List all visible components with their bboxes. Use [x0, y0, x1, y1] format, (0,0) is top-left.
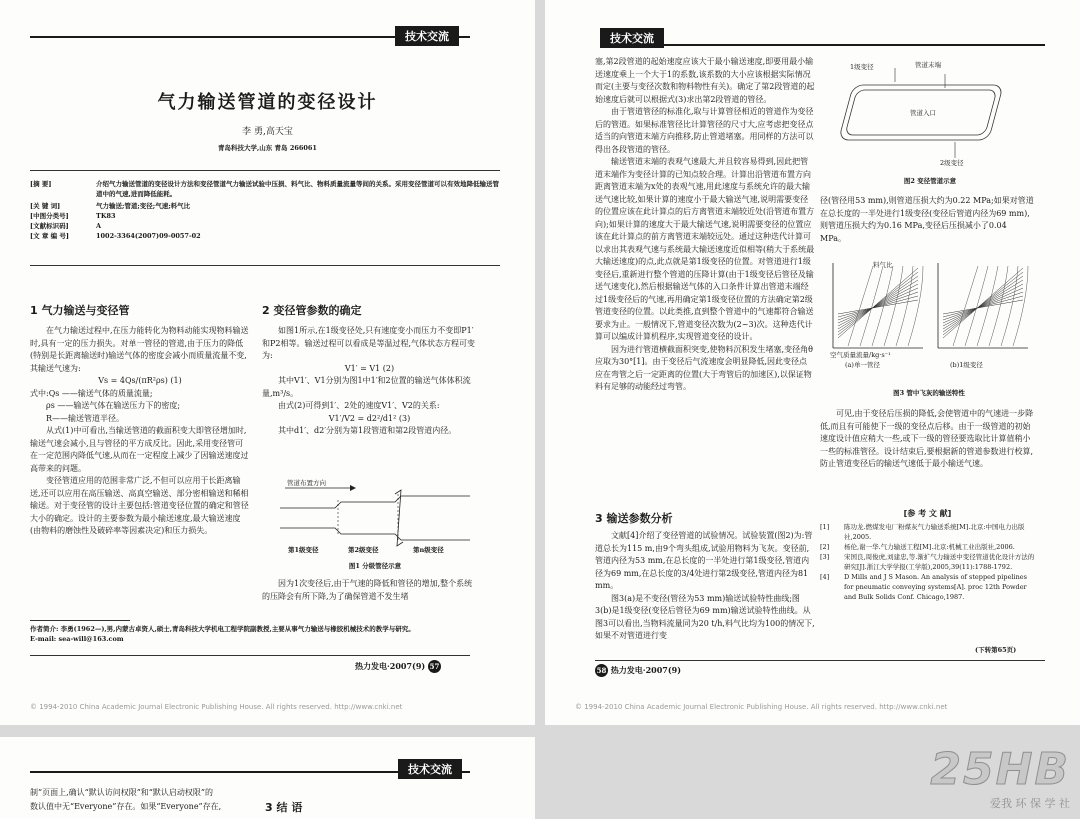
page-number: 58 [596, 666, 607, 675]
abstract-block [30, 170, 500, 266]
class-value: TK83 [96, 212, 116, 220]
fig2-label-end: 管道末端 [915, 61, 941, 69]
characteristic-curve [838, 268, 918, 338]
fig3-sub-a: (a)单一管径 [845, 361, 880, 369]
characteristic-curve [838, 300, 918, 314]
paragraph: 如图1所示,在1级变径处,只有速度变小而压力不变即P1′和P2相等。输送过程可以看成是等温过程,气体状态方程可变为: [262, 326, 476, 360]
subplot-a [833, 263, 923, 348]
right-column [262, 325, 477, 438]
ratio-curve [989, 266, 1008, 346]
page-footer [595, 664, 681, 677]
fig2-label-stage2: 2级变径 [940, 159, 964, 167]
paragraph: 塞,第2段管道的起始速度应该大于最小输送速度,即要用最小输送速度乘上一个大于1的系数,该系数的大小应该根据实际情况而定(主要与变径次数和物料物性有关)。确定了第2段管道的起始速度后就可以根据式(3)求出第2段管道的管径。 [595, 57, 815, 104]
watermark-logo: 25HB [930, 744, 1070, 795]
section-1-heading: 1 气力输送与变径管 [30, 304, 130, 317]
references-list [820, 522, 1035, 602]
email-key: E-mail: [30, 635, 57, 643]
paragraph: 变径管道应用的范围非常广泛,不但可以应用于长距离输送,还可以应用在高压输送、高真空输送、部分密相输送和稀相输送。对于变径管的设计主要包括:管道变径位置的确定和管径大小的确定。设计的主要参数为最小输送速度,最大输送速度(由物料的磨蚀性及破碎率等因素决定)和压力损失。 [30, 476, 249, 535]
copyright-line: © 1994-2010 China Academic Journal Electronic Publishing House. All rights reserved. http://www.cnki.net [575, 703, 948, 711]
page-footer [355, 660, 441, 673]
section-tag: 技术交流 [600, 28, 664, 48]
characteristic-curve [838, 296, 918, 317]
characteristic-curve [838, 288, 918, 323]
paragraph: 制”页面上,确认“默认访问权限”和“默认启动权限”的 [30, 788, 213, 797]
article-no-key: [文 章 编 号] [30, 232, 69, 240]
characteristic-curve [943, 296, 1023, 317]
section-3-heading: 3 输送参数分析 [595, 512, 673, 525]
ratio-curve [848, 266, 873, 346]
paragraph: 图3(a)是不变径(管径为53 mm)输送试验特性曲线;图3(b)是1级变径(变径后管径为69 mm)输送试验特性曲线。从图3可以看出,当物料流量同为20 t/h,料气比均为100的情况下,如果不对管道进行变 [595, 593, 815, 640]
footer-rule [30, 655, 470, 656]
paragraph: 可见,由于变径后压损的降低,会使管道中的气速进一步降低,而且有可能使下一级的变径点后移。由于一级管道的初始速度设计值应稍大一些,或下一级的管径要选取比计算值稍小一些的标准管径。设计结束后,要根据新的管道参数进行校算,防止管道变径后的输送气速低于最小输送气速。 [820, 409, 1034, 468]
author-note-text: 李勇(1962—),男,内蒙古卓资人,硕士,青岛科技大学机电工程学院副教授,主要从事气力输送与橡胶机械技术的教学与研究。 [60, 625, 415, 633]
characteristic-curve [943, 300, 1023, 314]
header-rule [600, 44, 1045, 46]
characteristic-curve [943, 288, 1023, 323]
left-column [595, 56, 815, 394]
fig3-xlabel: 空气质量流量/kg·s⁻¹ [830, 351, 891, 359]
paragraph: 从式(1)中可看出,当输送管道的截面积变大即管径增加时,输送气速会减小,且与管径的平方成反比。因此,采用变径管可在一定范围内降低气速,从而在一定程度上减少了因输送速度过高带来的问题。 [30, 426, 249, 473]
paragraph: 输送管道末端的表观气速最大,并且较容易得到,因此把管道末端作为变径计算的已知点较合理。计算出沿管道布置方向距离管道末端为x处的表观气速,用此速度与系统允许的最大输送气速比较,如果计算的速度小于最大输送气速,说明需要变径的位置应该在此计算点的后方离管道末端较近处(沿管道布置方向);如果计算的速度大于最大输送气速,说明需要变径的位置应该在此计算点的前方离管道末端较远处。通过这种迭代计算可以求出其表观气速与系统最大输送速度近似相等(稍大于系统最大输送速度)的点,此点就是第1级变径的位置。对管道进行1级变径后,重新进行整个管道的压降计算(由于1级变径后管径及输送气速变化),然后根据输送气体的入口条件计算出管道末端经过1级变径后的气速,再用确定第1级变径位置的方法确定第2级管道变径的位置。以此类推,直到整个管道中的气速都符合输送要求为止。一般情况下,管道变径次数为(2~3)次。这种迭代计算可以编成计算机程序,实现管道变径的设计。 [595, 157, 815, 341]
pipe-bottom-wall [280, 528, 470, 540]
footer-rule [595, 660, 1045, 661]
equation-2: V1′ = V1 (2) [344, 363, 395, 373]
paragraph: 其中d1′、d2′分别为第1段管道和第2段管道内径。 [278, 426, 457, 435]
continued-note: (下转第65页) [975, 646, 1017, 654]
characteristic-curve [943, 268, 1023, 338]
section-tag: 技术交流 [398, 759, 462, 779]
section-tag: 技术交流 [395, 26, 459, 46]
keywords-text: 气力输送;管道;变径;气速;料气比 [96, 202, 191, 210]
page-57 [0, 0, 535, 725]
characteristic-curve [838, 292, 918, 320]
paragraph: 文献[4]介绍了变径管道的试验情况。试验装置(图2)为:管道总长为115 m,由9个弯头组成,试验用物料为飞灰。变径前,管道内径为53 mm,在总长度的一半处进行第1级变径,管道内径为69 mm,在总长度的3/4处进行第2级变径,管道内径为81 mm。 [595, 531, 813, 590]
ratio-curve [884, 266, 903, 346]
paragraph: 由式(2)可得到1′、2处的速度V1′、V2的关系: [278, 401, 440, 410]
fig1-direction-label: 管道布置方向 [287, 479, 326, 487]
equation-3: V1′/V2 = d2²/d1² (3) [328, 413, 411, 423]
equation-1: Vs = 4Qs/(πR²ρs) (1) [98, 376, 182, 385]
watermark-subtitle: 爱我 环 保 学 社 [990, 797, 1070, 810]
where-line: ρs ——输送气体在输送压力下的密度; [46, 401, 181, 410]
where-line: R——输送管道半径。 [46, 413, 125, 423]
section-heading: 3 结 语 [265, 801, 303, 814]
characteristic-curve [838, 284, 918, 326]
figure-2-caption: 图2 变径管道示意 [903, 177, 957, 185]
site-watermark [930, 744, 1070, 811]
fig1-label-1: 第1级变径 [288, 546, 319, 554]
paper-title: 气力输送管道的变径设计 [157, 92, 378, 113]
ratio-curve [953, 266, 978, 346]
characteristic-curve [943, 280, 1023, 329]
reference-item: [2] 杨伦,谢一华.气力输送工程[M].北京:机械工业出版社,2006. [820, 543, 1015, 551]
article-no-value: 1002-3364(2007)09-0057-02 [96, 232, 201, 240]
email-value: sea-will@163.com [58, 635, 124, 643]
copyright-line: © 1994-2010 China Academic Journal Electronic Publishing House. All rights reserved. http://www.cnki.net [30, 703, 403, 711]
class-key: [中图分类号] [30, 212, 69, 220]
abstract-key: [摘 要] [30, 180, 52, 188]
footnote-rule [30, 620, 130, 621]
reference-item: [3] 宋国良,周俊虎,刘建忠,等.渐扩气力输送中变径管道优化设计方法的研究[J].浙江大学学报(工学版),2005,39(11):1788-1792. [820, 553, 1035, 571]
reference-item: [4] D Mills and J S Mason. An analysis of stepped pipelines for pneumatic conveying systems[A]. proc 12th Powder and Bulk Solids Conf. Chicago,1987. [820, 573, 1027, 601]
paragraph: 由于管道管径的标准化,取与计算管径相近的管道作为变径后的管道。如果标准管径比计算管径的尺寸大,应考虑把变径点适当的向管道末端方向推移,防止管道堵塞。用同样的方法可以得出各段管道的管径。 [595, 107, 814, 154]
left-column [30, 325, 250, 538]
paragraph: 在气力输送过程中,在压力能转化为物料动能实现物料输送时,具有一定的压力损失。对单一管径的管道,由于压力的降低(特别是长距离输送时)输送气体的密度会减小而质量流量不变,其输送气速为: [30, 326, 249, 373]
authors: 李 勇,高天宝 [242, 127, 293, 137]
doccode-key: [文献标识码] [30, 222, 69, 230]
paragraph: 其中V1′、V1分别为图1中1′和2位置的输送气体体积流量,m³/s。 [262, 376, 471, 398]
journal-issue: 热力发电·2007(9) [610, 665, 681, 675]
author-note [30, 624, 480, 634]
where-line: 式中:Qs ——输送气体的质量流量; [30, 388, 153, 398]
reference-item: [1] 陈功龙.燃煤发电厂粉煤灰气力输送系统[M].北京:中国电力出版社,2005. [820, 523, 1025, 541]
fig3-sub-b: (b)1级变径 [950, 361, 983, 369]
references-heading: [参 考 文 献] [903, 509, 952, 518]
page-partial [0, 737, 535, 819]
fig3-ylabel: 料气比 [873, 261, 893, 269]
figure-3-caption: 图3 管中飞灰的输送特性 [893, 389, 965, 397]
page-58 [545, 0, 1080, 725]
subplot-b [938, 263, 1028, 348]
flow-arrowhead [350, 485, 356, 491]
doccode-value: A [96, 222, 102, 230]
section-2-heading: 2 变径管参数的确定 [262, 304, 362, 317]
author-note-key: 作者简介: [30, 625, 59, 633]
fig2-label-stage1: 1级变径 [850, 63, 874, 71]
fig2-label-inlet: 管道入口 [910, 109, 936, 117]
paragraph: 数认值中无“Everyone”存在。如果“Everyone”存在, [30, 802, 222, 811]
page-number: 57 [429, 662, 440, 671]
paragraph: 因为进行管道横截面积突变,使物料沉积发生堵塞,变径角θ应取为30°[1]。由于变径后气流速度会明显降低,因此变径点应在弯管之后一定距离的位置(大于弯管后的加速区),以保证物料有足够的动能经过弯管。 [595, 344, 813, 391]
pipe-top-wall [280, 496, 470, 508]
abstract-text: 介绍气力输送管道的变径设计方法和变径管道气力输送试验中压损、料气比、物料质量流量等间的关系。采用变径管道可以有效地降低输送管道中的气速,进而降低能耗。 [96, 180, 499, 198]
figure-1-caption: 图1 分级管径示意 [348, 562, 402, 570]
email-line [30, 634, 480, 644]
affiliation: 青岛科技大学,山东 青岛 266061 [218, 144, 317, 152]
characteristic-curve [943, 284, 1023, 326]
fig1-label-n: 第n级变径 [413, 546, 444, 554]
paragraph: 因为1次变径后,由于气速的降低和管径的增加,整个系统的压降会有所下降,为了确保管道不发生堵 [262, 579, 473, 601]
keywords-key: [关 键 词] [30, 202, 61, 210]
characteristic-curve [838, 280, 918, 329]
characteristic-curve [943, 292, 1023, 320]
paragraph: 径(管径用53 mm),则管道压损大约为0.22 MPa;如果对管道在总长度的一半处进行1级变径(变径后管道内径为69 mm),则管道压损大约为0.16 MPa,变径后压损减小了0.04 MPa。 [820, 196, 1034, 243]
fig1-label-2: 第2级变径 [348, 546, 379, 554]
journal-issue: 热力发电·2007(9) [355, 661, 426, 671]
